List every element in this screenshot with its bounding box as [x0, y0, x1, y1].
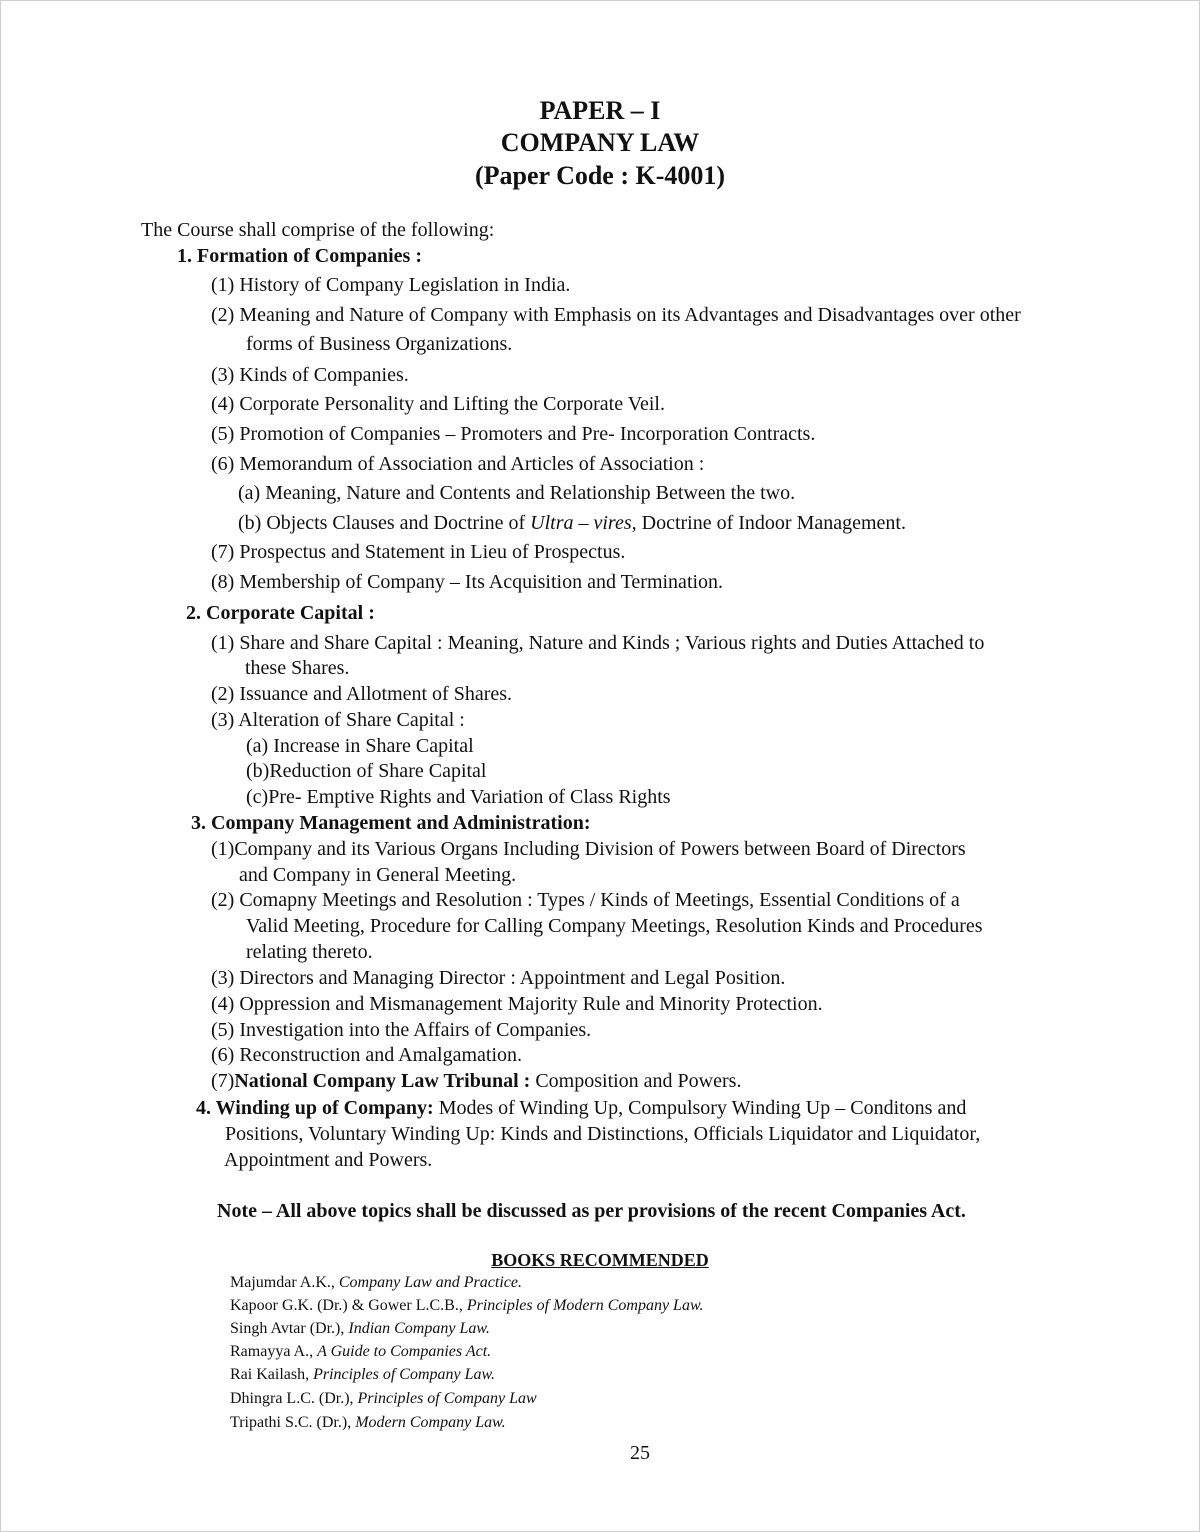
book-2-author: Kapoor G.K. (Dr.) & Gower L.C.B., — [230, 1297, 467, 1314]
s2-item-1: (1) Share and Share Capital : Meaning, Nature and Kinds ; Various rights and Duties Attached to — [211, 632, 985, 654]
s2-item-3c: (c)Pre- Emptive Rights and Variation of Class Rights — [246, 786, 671, 808]
book-4-author: Ramayya A., — [230, 1343, 318, 1360]
s1-item-1: (1) History of Company Legislation in India. — [211, 274, 571, 296]
s1-item-4: (4) Corporate Personality and Lifting the Corporate Veil. — [211, 393, 665, 415]
s1-item-6b-post: Doctrine of Indoor Management. — [636, 512, 906, 534]
s3-item-7-post: Composition and Powers. — [530, 1070, 742, 1092]
s2-item-3a: (a) Increase in Share Capital — [246, 735, 474, 757]
s1-item-7: (7) Prospectus and Statement in Lieu of Prospectus. — [211, 541, 626, 563]
section-3-title: 3. Company Management and Administration: — [191, 812, 591, 834]
s3-item-7 — [211, 1069, 741, 1093]
section-4-line-1 — [196, 1096, 966, 1120]
s3-item-2-cont-2: relating thereto. — [246, 941, 373, 963]
book-7-title: Modern Company Law. — [355, 1414, 506, 1431]
s3-item-5: (5) Investigation into the Affairs of Companies. — [211, 1019, 592, 1041]
book-4 — [230, 1343, 491, 1361]
book-3-title: Indian Company Law. — [348, 1320, 490, 1337]
book-3 — [230, 1320, 490, 1338]
s1-item-6b — [238, 511, 906, 535]
book-7 — [230, 1414, 506, 1432]
section-4-title: 4. Winding up of Company: — [196, 1097, 434, 1119]
s1-item-6b-pre: (b) Objects Clauses and Doctrine of — [238, 512, 531, 534]
s2-item-3: (3) Alteration of Share Capital : — [211, 709, 465, 731]
s3-item-4: (4) Oppression and Mismanagement Majority Rule and Minority Protection. — [211, 993, 823, 1015]
s3-item-7-num: (7) — [211, 1070, 235, 1092]
section-4-line-3: Appointment and Powers. — [224, 1149, 433, 1171]
s1-item-2: (2) Meaning and Nature of Company with Emphasis on its Advantages and Disadvantages over other — [211, 304, 1021, 326]
book-2 — [230, 1297, 703, 1315]
s1-item-5: (5) Promotion of Companies – Promoters and Pre- Incorporation Contracts. — [211, 423, 816, 445]
book-2-title: Principles of Modern Company Law. — [466, 1297, 704, 1314]
paper-number: PAPER – I — [539, 96, 661, 125]
book-1 — [230, 1274, 522, 1292]
section-4-line-2: Positions, Voluntary Winding Up: Kinds and Distinctions, Officials Liquidator and Liquidator, — [225, 1123, 981, 1145]
book-5-title: Principles of Company Law. — [313, 1366, 496, 1383]
s1-item-3: (3) Kinds of Companies. — [211, 364, 409, 386]
book-6 — [230, 1390, 537, 1408]
book-1-author: Majumdar A.K., — [230, 1274, 339, 1291]
s1-item-8: (8) Membership of Company – Its Acquisition and Termination. — [211, 571, 724, 593]
page-number: 25 — [630, 1442, 650, 1464]
s2-item-2: (2) Issuance and Allotment of Shares. — [211, 683, 513, 705]
s3-item-1-cont: and Company in General Meeting. — [239, 864, 517, 886]
intro-text: The Course shall comprise of the following: — [141, 219, 495, 241]
s1-item-6: (6) Memorandum of Association and Articles of Association : — [211, 453, 705, 475]
book-7-author: Tripathi S.C. (Dr.), — [230, 1414, 356, 1431]
section-1-title: 1. Formation of Companies : — [177, 245, 422, 267]
section-4-text-1: Modes of Winding Up, Compulsory Winding Up – Conditons and — [433, 1097, 967, 1119]
s3-item-1: (1)Company and its Various Organs Including Division of Powers between Board of Directors — [211, 838, 966, 860]
book-4-title: A Guide to Companies Act. — [317, 1343, 492, 1360]
s2-item-3b: (b)Reduction of Share Capital — [246, 760, 487, 782]
s3-item-3: (3) Directors and Managing Director : Appointment and Legal Position. — [211, 967, 786, 989]
s3-item-7-bold: National Company Law Tribunal : — [234, 1070, 531, 1092]
paper-title: COMPANY LAW — [500, 128, 700, 157]
s2-item-1-cont: these Shares. — [245, 657, 350, 679]
paper-code: (Paper Code : K-4001) — [474, 161, 726, 190]
note: Note – All above topics shall be discussed as per provisions of the recent Companies Act. — [217, 1200, 966, 1222]
s1-item-6b-italic: Ultra – vires, — [530, 512, 637, 534]
s1-item-2-cont: forms of Business Organizations. — [246, 333, 513, 355]
book-6-author: Dhingra L.C. (Dr.), — [230, 1390, 358, 1407]
s3-item-6: (6) Reconstruction and Amalgamation. — [211, 1044, 523, 1066]
s3-item-2-cont-1: Valid Meeting, Procedure for Calling Company Meetings, Resolution Kinds and Procedures — [246, 915, 983, 937]
book-5 — [230, 1366, 495, 1384]
book-5-author: Rai Kailash, — [230, 1366, 314, 1383]
book-3-author: Singh Avtar (Dr.), — [230, 1320, 349, 1337]
books-heading: BOOKS RECOMMENDED — [491, 1250, 709, 1270]
s1-item-6a: (a) Meaning, Nature and Contents and Relationship Between the two. — [238, 482, 796, 504]
section-2-title: 2. Corporate Capital : — [186, 602, 375, 624]
book-1-title: Company Law and Practice. — [338, 1274, 522, 1291]
s3-item-2: (2) Comapny Meetings and Resolution : Types / Kinds of Meetings, Essential Conditions of a — [211, 889, 960, 911]
book-6-title: Principles of Company Law — [357, 1390, 537, 1407]
